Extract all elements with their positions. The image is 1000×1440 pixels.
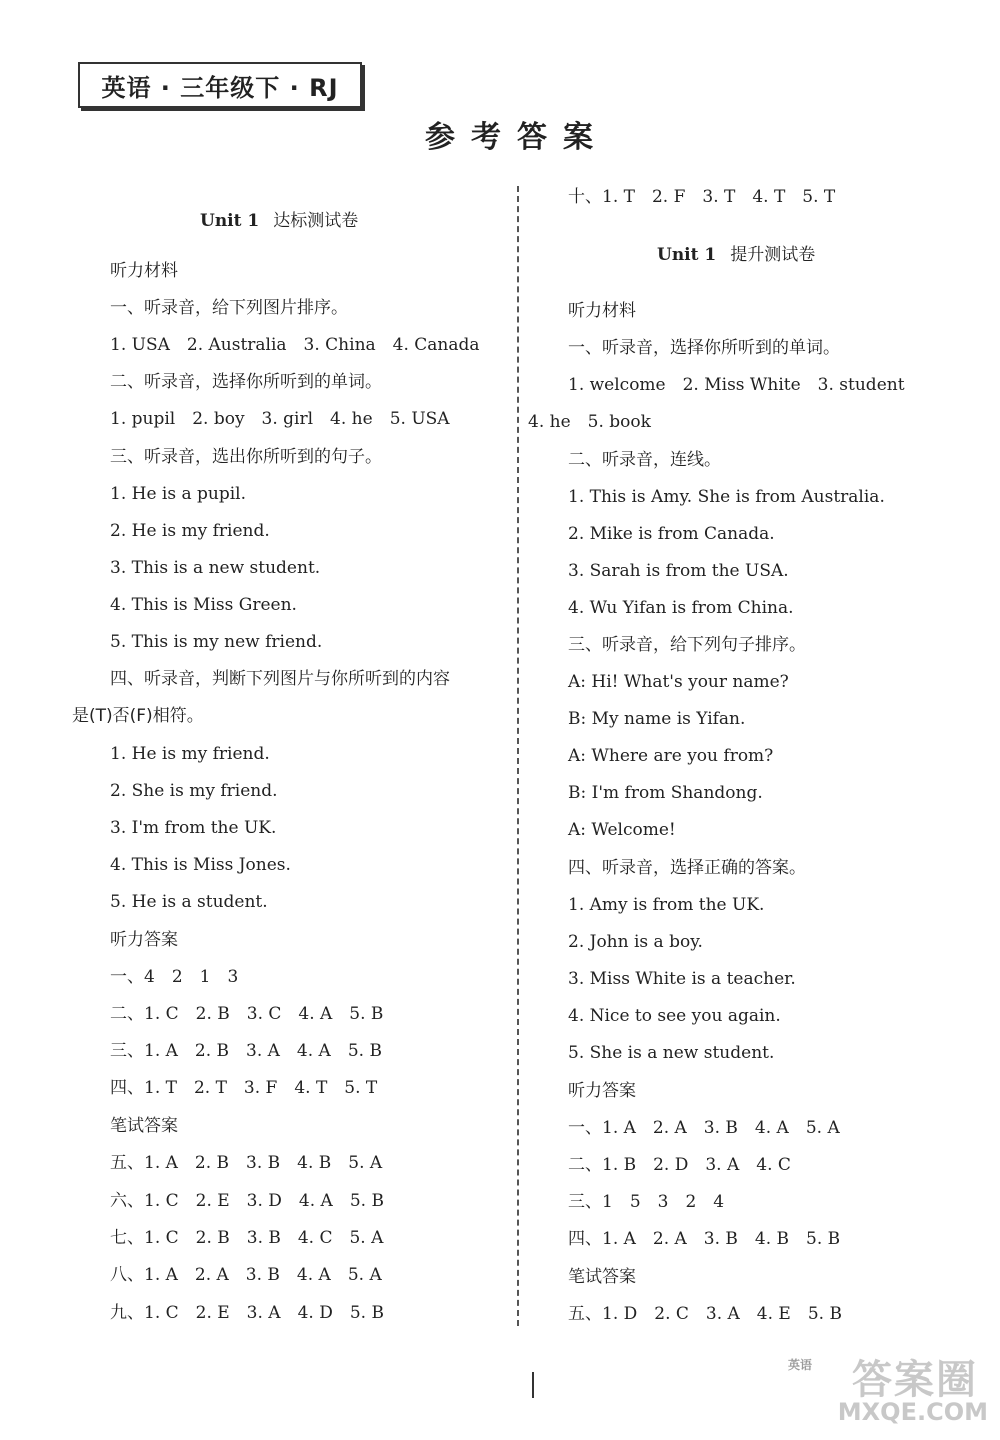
watermark-text: 答案圈 bbox=[852, 1357, 978, 1403]
subject-grade-label: 英语 · 三年级下 · RJ bbox=[78, 62, 362, 108]
answer-line: 4. he 5. book bbox=[528, 412, 651, 432]
answer-line: 3. Sarah is from the USA. bbox=[568, 561, 789, 581]
answer-line: 1. He is a pupil. bbox=[110, 484, 247, 504]
question-heading: 四、听录音，选择正确的答案。 bbox=[568, 858, 806, 878]
watermark-tiny: 英语 bbox=[788, 1358, 813, 1372]
answer-line: 5. He is a student. bbox=[110, 892, 268, 912]
answer-line: 2. Mike is from Canada. bbox=[568, 524, 775, 544]
answer-line: 1. pupil 2. boy 3. girl 4. he 5. USA bbox=[110, 409, 450, 429]
question-heading: 二、听录音，连线。 bbox=[568, 450, 721, 470]
question-heading: 笔试答案 bbox=[568, 1267, 636, 1287]
answer-line: 3. Miss White is a teacher. bbox=[568, 969, 796, 989]
question-heading: 三、听录音，选出你所听到的句子。 bbox=[110, 447, 382, 467]
answer-line: 一、1. A 2. A 3. B 4. A 5. A bbox=[568, 1118, 840, 1138]
answer-line: 八、1. A 2. A 3. B 4. A 5. A bbox=[110, 1265, 382, 1285]
answer-line: 4. This is Miss Green. bbox=[110, 595, 297, 615]
answer-line: 1. Amy is from the UK. bbox=[568, 895, 765, 915]
column-divider bbox=[517, 186, 519, 1326]
answer-line: 4. This is Miss Jones. bbox=[110, 855, 291, 875]
test-name: 提升测试卷 bbox=[730, 245, 816, 265]
answer-line: 1. USA 2. Australia 3. China 4. Canada bbox=[110, 335, 480, 355]
answer-line: 四、1. T 2. T 3. F 4. T 5. T bbox=[110, 1078, 378, 1098]
question-heading: 一、听录音，给下列图片排序。 bbox=[110, 298, 348, 318]
answer-line: 1. welcome 2. Miss White 3. student bbox=[568, 375, 905, 395]
answer-line: A: Welcome! bbox=[568, 820, 676, 840]
answer-line: 五、1. D 2. C 3. A 4. E 5. B bbox=[568, 1304, 842, 1324]
answer-line: 4. Nice to see you again. bbox=[568, 1006, 781, 1026]
question-heading: 听力答案 bbox=[110, 930, 178, 950]
question-heading: 一、听录音，选择你所听到的单词。 bbox=[568, 338, 840, 358]
test-name: 达标测试卷 bbox=[273, 211, 359, 231]
answer-line: 5. This is my new friend. bbox=[110, 632, 323, 652]
unit-label: Unit 1 bbox=[200, 211, 260, 231]
question-heading: 二、听录音，选择你所听到的单词。 bbox=[110, 372, 382, 392]
answer-line: 一、4 2 1 3 bbox=[110, 967, 239, 987]
answer-line: 1. This is Amy. She is from Australia. bbox=[568, 487, 885, 507]
answer-line: 五、1. A 2. B 3. B 4. B 5. A bbox=[110, 1153, 383, 1173]
question-heading: 三、听录音，给下列句子排序。 bbox=[568, 635, 806, 655]
question-heading: 听力材料 bbox=[110, 261, 178, 281]
answer-line: 4. Wu Yifan is from China. bbox=[568, 598, 794, 618]
answer-line: A: Hi! What's your name? bbox=[568, 672, 789, 692]
answer-line: B: My name is Yifan. bbox=[568, 709, 746, 729]
answer-line: 九、1. C 2. E 3. A 4. D 5. B bbox=[110, 1303, 384, 1323]
answer-line: 5. She is a new student. bbox=[568, 1043, 775, 1063]
question-heading: 听力答案 bbox=[568, 1081, 636, 1101]
answer-line: 1. He is my friend. bbox=[110, 744, 270, 764]
question-heading: 是(T)否(F)相符。 bbox=[72, 706, 204, 726]
answer-line: B: I'm from Shandong. bbox=[568, 783, 763, 803]
page-title: 参考答案 bbox=[425, 120, 609, 155]
answer-line: 二、1. B 2. D 3. A 4. C bbox=[568, 1155, 791, 1175]
section-heading bbox=[657, 244, 815, 266]
question-heading: 笔试答案 bbox=[110, 1116, 178, 1136]
answer-line: 3. This is a new student. bbox=[110, 558, 321, 578]
question-heading: 四、听录音，判断下列图片与你所听到的内容 bbox=[110, 669, 450, 689]
unit-label: Unit 1 bbox=[657, 245, 717, 265]
page-mark bbox=[532, 1372, 534, 1398]
section-heading bbox=[200, 210, 358, 232]
answer-line: 2. She is my friend. bbox=[110, 781, 278, 801]
answer-line: 二、1. C 2. B 3. C 4. A 5. B bbox=[110, 1004, 384, 1024]
answer-line: A: Where are you from? bbox=[568, 746, 774, 766]
answer-line: 三、1. A 2. B 3. A 4. A 5. B bbox=[110, 1041, 382, 1061]
answer-line: 四、1. A 2. A 3. B 4. B 5. B bbox=[568, 1229, 841, 1249]
answer-line: 十、1. T 2. F 3. T 4. T 5. T bbox=[568, 187, 836, 207]
answer-line: 3. I'm from the UK. bbox=[110, 818, 277, 838]
watermark-logo bbox=[788, 1348, 988, 1428]
watermark-url: MXQE.COM bbox=[837, 1398, 988, 1426]
answer-line: 三、1 5 3 2 4 bbox=[568, 1192, 725, 1212]
answer-line: 七、1. C 2. B 3. B 4. C 5. A bbox=[110, 1228, 384, 1248]
answer-line: 六、1. C 2. E 3. D 4. A 5. B bbox=[110, 1191, 384, 1211]
question-heading: 听力材料 bbox=[568, 301, 636, 321]
answer-line: 2. John is a boy. bbox=[568, 932, 703, 952]
answer-line: 2. He is my friend. bbox=[110, 521, 270, 541]
